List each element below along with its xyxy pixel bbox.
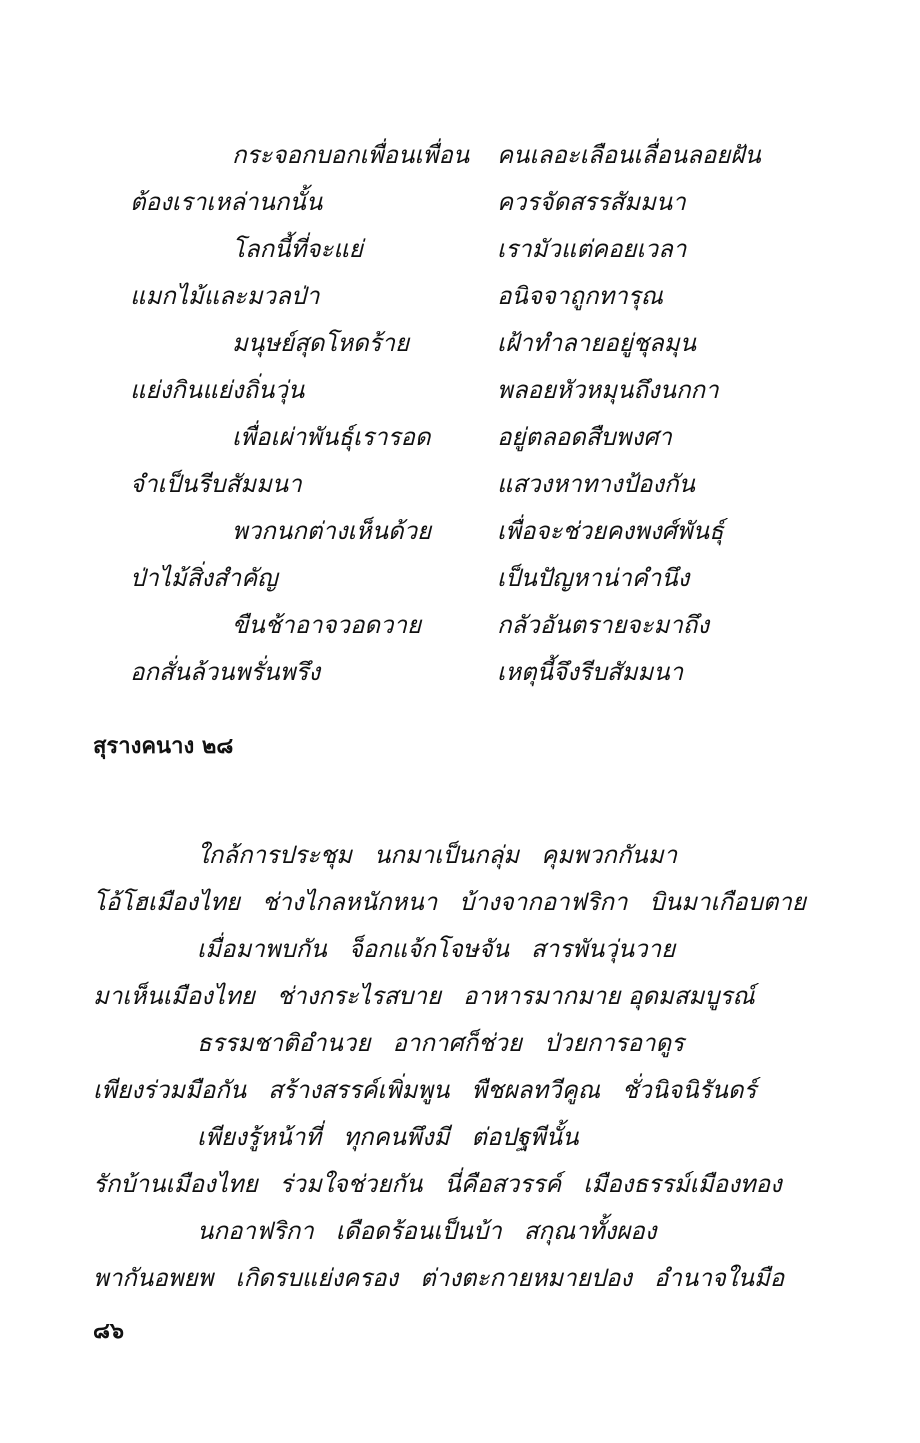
verse-segment: อำนาจในมือ bbox=[654, 1264, 785, 1292]
verse-segment: ใกล้การประชุม bbox=[197, 841, 352, 869]
verse-right: เรามัวแต่คอยเวลา bbox=[497, 235, 687, 263]
verse-segment: อากาศก็ช่วย bbox=[392, 1029, 522, 1057]
verse-line bbox=[0, 1020, 920, 1067]
verse-segment: ช่างไกลหนักหนา bbox=[261, 888, 438, 916]
verse-line bbox=[0, 926, 920, 973]
verse-segment: นกมาเป็นกลุ่ม bbox=[373, 841, 520, 869]
verse-segment: พากันอพยพ bbox=[93, 1264, 214, 1292]
verse-segment: คุมพวกกันมา bbox=[541, 841, 678, 869]
verse-line bbox=[0, 179, 920, 226]
poem-stanza-klon bbox=[0, 132, 920, 696]
verse-left: ขืนช้าอาจวอดวาย bbox=[232, 611, 422, 639]
verse-segment: ทุกคนพึงมี bbox=[343, 1123, 450, 1151]
verse-segment: เดือดร้อนเป็นบ้า bbox=[335, 1217, 502, 1245]
verse-segment: สร้างสรรค์เพิ่มพูน bbox=[268, 1076, 450, 1104]
verse-right: พลอยหัวหมุนถึงนกกา bbox=[497, 376, 719, 404]
verse-line bbox=[0, 832, 920, 879]
verse-segment: เมืองธรรม์เมืองทอง bbox=[583, 1170, 782, 1198]
verse-line bbox=[0, 508, 920, 555]
verse-segment: ช่างกระไรสบาย bbox=[276, 982, 442, 1010]
verse-segment: บ้างจากอาฟริกา bbox=[459, 888, 628, 916]
verse-left: พวกนกต่างเห็นด้วย bbox=[232, 517, 432, 545]
verse-segment: ป่วยการอาดูร bbox=[543, 1029, 684, 1057]
verse-right: คนเลอะเลือนเลื่อนลอยฝัน bbox=[497, 141, 761, 169]
verse-right: อยู่ตลอดสืบพงศา bbox=[497, 423, 672, 451]
verse-left: เพื่อเผ่าพันธุ์เรารอด bbox=[232, 423, 431, 451]
verse-segment: มาเห็นเมืองไทย bbox=[93, 982, 255, 1010]
section-heading: สุรางคนาง ๒๘ bbox=[93, 733, 234, 759]
verse-line bbox=[0, 226, 920, 273]
verse-segment: นกอาฟริกา bbox=[197, 1217, 314, 1245]
verse-segment: เมื่อมาพบกัน bbox=[197, 935, 327, 963]
verse-line bbox=[0, 602, 920, 649]
verse-segment: เกิดรบแย่งครอง bbox=[235, 1264, 399, 1292]
verse-line bbox=[0, 1255, 920, 1302]
verse-left: มนุษย์สุดโหดร้าย bbox=[232, 329, 410, 357]
verse-segment: สกุณาทั้งผอง bbox=[523, 1217, 657, 1245]
verse-line bbox=[0, 879, 920, 926]
verse-left: โลกนี้ที่จะแย่ bbox=[232, 235, 363, 263]
verse-line bbox=[0, 1067, 920, 1114]
verse-segment: ร่วมใจช่วยกัน bbox=[279, 1170, 423, 1198]
verse-segment: อาหารมากมาย อุดมสมบูรณ์ bbox=[463, 982, 755, 1010]
page-number: ๘๖ bbox=[93, 1318, 124, 1344]
verse-line bbox=[0, 1208, 920, 1255]
verse-segment: นี่คือสวรรค์ bbox=[444, 1170, 562, 1198]
verse-right: อนิจจาถูกทารุณ bbox=[497, 282, 663, 310]
verse-line bbox=[0, 1161, 920, 1208]
verse-segment: ต่อปฐพีนั้น bbox=[471, 1123, 579, 1151]
verse-segment: พืชผลทวีคูณ bbox=[471, 1076, 600, 1104]
verse-segment: ชั่วนิจนิรันดร์ bbox=[621, 1076, 757, 1104]
verse-left: กระจอกบอกเพื่อนเพื่อน bbox=[232, 141, 470, 169]
verse-right: ควรจัดสรรสัมมนา bbox=[497, 188, 686, 216]
verse-line bbox=[0, 461, 920, 508]
verse-segment: สารพันวุ่นวาย bbox=[531, 935, 676, 963]
verse-left: ต้องเราเหล่านกนั้น bbox=[130, 188, 323, 216]
verse-line bbox=[0, 414, 920, 461]
verse-line bbox=[0, 555, 920, 602]
verse-right: เพื่อจะช่วยคงพงศ์พันธุ์ bbox=[497, 517, 724, 545]
verse-right: เหตุนี้จึงรีบสัมมนา bbox=[497, 658, 684, 686]
verse-segment: ต่างตะกายหมายปอง bbox=[420, 1264, 633, 1292]
verse-segment: เพียงร่วมมือกัน bbox=[93, 1076, 247, 1104]
verse-line bbox=[0, 132, 920, 179]
verse-right: แสวงหาทางป้องกัน bbox=[497, 470, 695, 498]
verse-line bbox=[0, 1114, 920, 1161]
verse-line bbox=[0, 649, 920, 696]
verse-segment: รักบ้านเมืองไทย bbox=[93, 1170, 258, 1198]
verse-line bbox=[0, 973, 920, 1020]
verse-right: เฝ้าทำลายอยู่ชุลมุน bbox=[497, 329, 696, 357]
verse-segment: ธรรมชาติอำนวย bbox=[197, 1029, 371, 1057]
poem-stanza-surangkhanang bbox=[0, 832, 920, 1302]
verse-right: เป็นปัญหาน่าคำนึง bbox=[497, 564, 690, 592]
verse-segment: จ็อกแจ้กโจษจัน bbox=[348, 935, 510, 963]
verse-line bbox=[0, 320, 920, 367]
verse-segment: โอ้โฮเมืองไทย bbox=[93, 888, 240, 916]
verse-segment: เพียงรู้หน้าที่ bbox=[197, 1123, 322, 1151]
verse-right: กลัวอันตรายจะมาถึง bbox=[497, 611, 710, 639]
verse-left: แมกไม้และมวลป่า bbox=[130, 282, 320, 310]
verse-line bbox=[0, 273, 920, 320]
verse-segment: บินมาเกือบตาย bbox=[649, 888, 806, 916]
verse-line bbox=[0, 367, 920, 414]
verse-left: จำเป็นรีบสัมมนา bbox=[130, 470, 302, 498]
verse-left: อกสั่นล้วนพรั่นพรึง bbox=[130, 658, 321, 686]
verse-left: ป่าไม้สิ่งสำคัญ bbox=[130, 564, 278, 592]
verse-left: แย่งกินแย่งถิ่นวุ่น bbox=[130, 376, 305, 404]
